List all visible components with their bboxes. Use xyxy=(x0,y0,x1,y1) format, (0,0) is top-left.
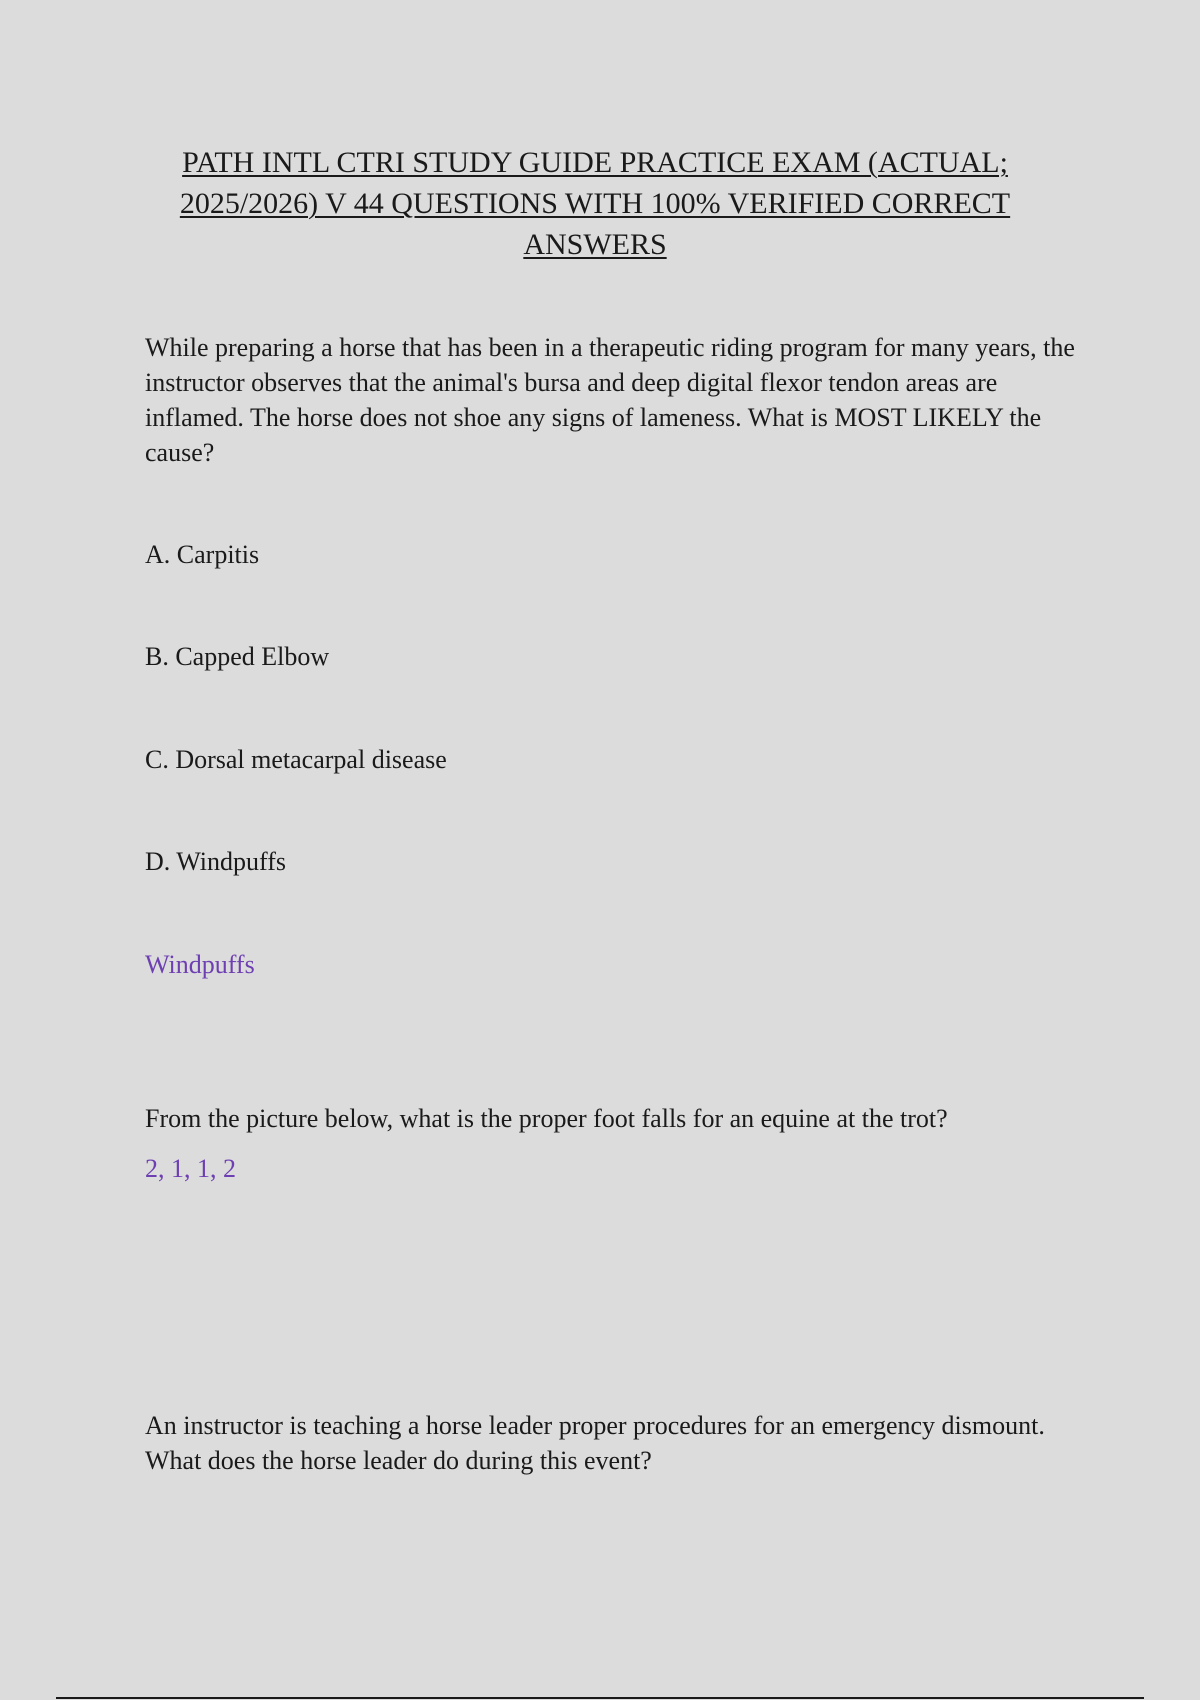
question-1-option-d: D. Windpuffs xyxy=(145,847,286,876)
question-1-option-a: A. Carpitis xyxy=(145,540,260,569)
question-1-answer: Windpuffs xyxy=(145,950,255,979)
question-2-answer: 2, 1, 1, 2 xyxy=(145,1154,236,1183)
question-3-text: An instructor is teaching a horse leader proper procedures for an emergency dismount. What does the horse leader do during this event? xyxy=(145,1411,1045,1475)
document-title: PATH INTL CTRI STUDY GUIDE PRACTICE EXAM (ACTUAL; 2025/2026) V 44 QUESTIONS WITH 100% VERIFIED CORRECT ANSWERS xyxy=(179,146,1011,261)
question-1-option-b: B. Capped Elbow xyxy=(145,642,330,671)
footer-rule xyxy=(56,1697,1144,1699)
question-1-option-c: C. Dorsal metacarpal disease xyxy=(145,745,447,774)
question-2-text: From the picture below, what is the proper foot falls for an equine at the trot? xyxy=(145,1104,948,1133)
question-1-text: While preparing a horse that has been in a therapeutic riding program for many years, the instructor observes that the animal's bursa and deep digital flexor tendon areas are inflamed. The horse does not shoe any signs of lameness. What is MOST LIKELY the cause? xyxy=(145,333,1075,467)
